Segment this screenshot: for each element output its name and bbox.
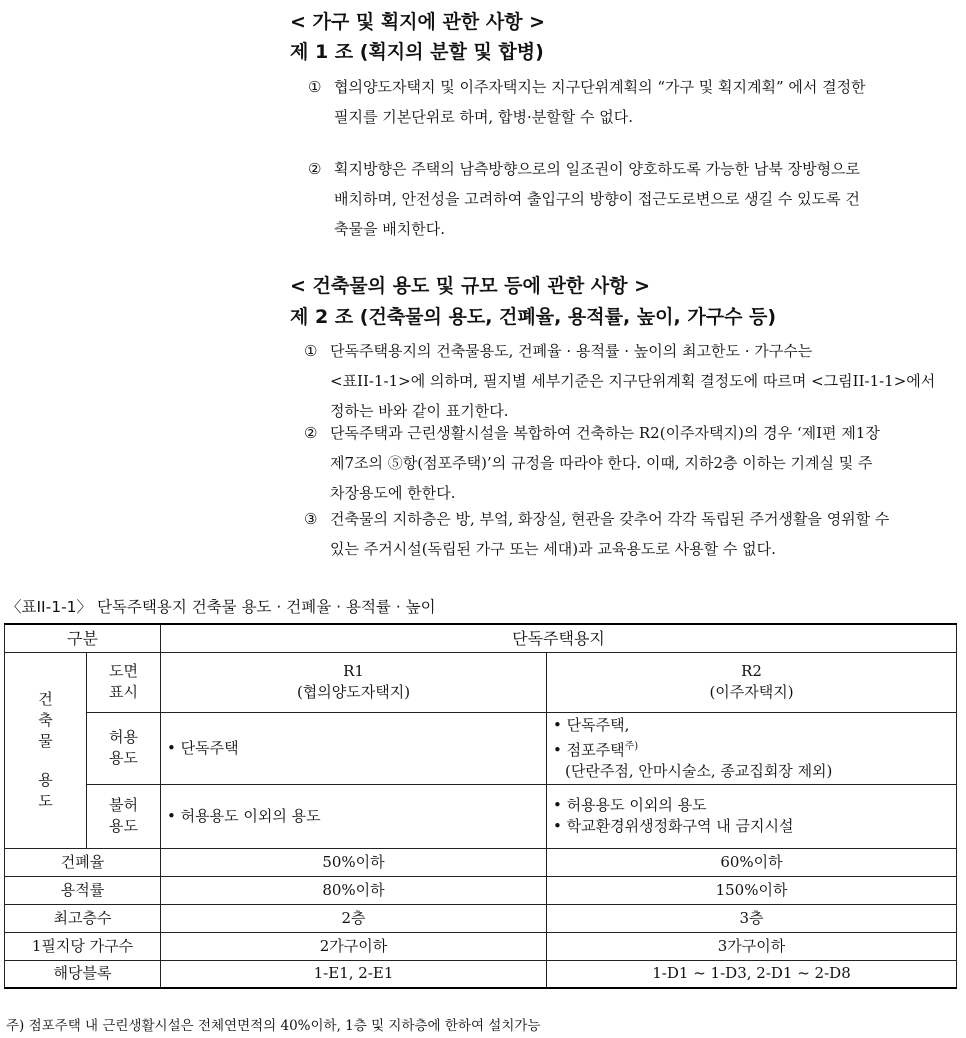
- row-label-forbidden: 불허 용도: [87, 784, 161, 848]
- section2-heading: < 건축물의 용도 및 규모 등에 관한 사항 >: [290, 275, 651, 297]
- table-footnote: 주) 점포주택 내 근린생활시설은 전체연면적의 40%이하, 1층 및 지하층에 한하여 설치가능: [6, 1018, 541, 1034]
- text-line: 획지방향은 주택의 남측방향으로의 일조권이 양호하도록 가능한 남북 장방형으로: [334, 160, 861, 178]
- table-row: 건폐율 50%이하 60%이하: [5, 848, 957, 876]
- table-header-row: [5, 624, 957, 652]
- table-caption: 〈표II-1-1〉 단독주택용지 건축물 용도 · 건폐율 · 용적률 · 높이: [6, 598, 436, 616]
- table-row: 해당블록 1-E1, 2-E1 1-D1 ~ 1-D3, 2-D1 ~ 2-D8: [5, 960, 957, 988]
- r1-header: R1 (협의양도자택지): [161, 652, 547, 712]
- text-line: 배치하며, 안전성을 고려하여 출입구의 방향이 접근도로변으로 생길 수 있도록 건: [334, 190, 860, 208]
- article1-item-2: [308, 154, 946, 244]
- header-gubun: 구분: [5, 624, 161, 652]
- forbidden-r1: • 허용용도 이외의 용도: [161, 784, 547, 848]
- group-label-building-use: 건 축 물 용 도: [5, 652, 87, 848]
- article2-item-3: [304, 504, 946, 564]
- item-number: ①: [304, 342, 318, 360]
- section1-heading: < 가구 및 획지에 관한 사항 >: [290, 11, 546, 33]
- forbidden-r2: • 허용용도 이외의 용도 • 학교환경위생정화구역 내 금지시설: [547, 784, 957, 848]
- text-line: 단독주택과 근린생활시설을 복합하여 건축하는 R2(이주자택지)의 경우 ‘제Ⅰ편 제1장: [330, 424, 880, 442]
- article1-item-1: [308, 72, 946, 132]
- text-line: 협의양도자택지 및 이주자택지는 지구단위계획의 “가구 및 획지계획” 에서 결정한: [334, 78, 866, 96]
- item-number: ②: [304, 424, 318, 442]
- text-line: 축물을 배치한다.: [334, 220, 445, 238]
- text-line: 차장용도에 한한다.: [330, 484, 456, 502]
- text-line: <표II-1-1>에 의하며, 필지별 세부기준은 지구단위계획 결정도에 따르며 <그림II-1-1>에서: [330, 372, 936, 390]
- article2-item-2: [304, 418, 946, 508]
- table-row: [5, 652, 957, 712]
- article2-title: 제 2 조 (건축물의 용도, 건폐율, 용적률, 높이, 가구수 등): [290, 306, 777, 328]
- text-line: 단독주택용지의 건축물용도, 건폐율 · 용적률 · 높이의 최고한도 · 가구수는: [330, 342, 813, 360]
- text-line: 정하는 바와 같이 표기한다.: [330, 402, 509, 420]
- table-row: 1필지당 가구수 2가구이하 3가구이하: [5, 932, 957, 960]
- r2-header: R2 (이주자택지): [547, 652, 957, 712]
- item-number: ①: [308, 78, 322, 96]
- table-row: [5, 712, 957, 784]
- article2-item-1: [304, 336, 946, 426]
- text-line: 건축물의 지하층은 방, 부엌, 화장실, 현관을 갖추어 각각 독립된 주거생활을 영위할 수: [330, 510, 890, 528]
- item-number: ②: [308, 160, 322, 178]
- allowed-r1: • 단독주택: [161, 712, 547, 784]
- row-label-map: 도면 표시: [87, 652, 161, 712]
- header-main: 단독주택용지: [161, 624, 957, 652]
- table-row: 최고층수 2층 3층: [5, 904, 957, 932]
- text-line: 있는 주거시설(독립된 가구 또는 세대)과 교육용도로 사용할 수 없다.: [330, 540, 776, 558]
- article1-title: 제 1 조 (획지의 분할 및 합병): [290, 41, 544, 63]
- table-row: 용적률 80%이하 150%이하: [5, 876, 957, 904]
- row-label-allowed: 허용 용도: [87, 712, 161, 784]
- allowed-r2: • 단독주택, • 점포주택$^{주)}$ (단란주점, 안마시술소, 종교집회장 제외): [547, 712, 957, 784]
- text-line: 제7조의 ⑤항(점포주택)’의 규정을 따라야 한다. 이때, 지하2층 이하는 기계실 및 주: [330, 454, 873, 472]
- text-line: 필지를 기본단위로 하며, 합병·분할할 수 없다.: [334, 108, 633, 126]
- table-row: [5, 784, 957, 848]
- item-number: ③: [304, 510, 318, 528]
- land-use-table: [4, 623, 957, 989]
